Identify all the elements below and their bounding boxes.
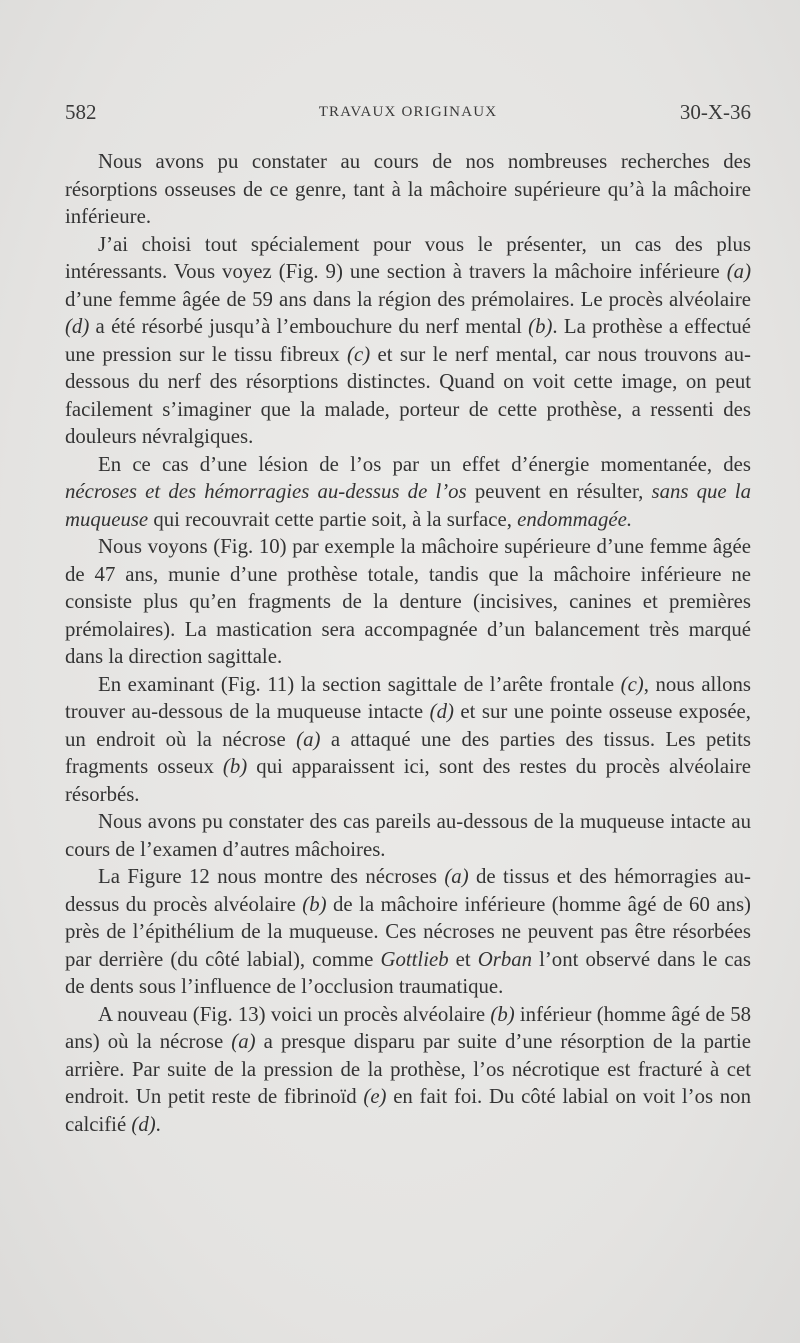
text-run: et sur une pointe osseuse exposée, un endroit où la nécrose: [65, 700, 751, 751]
text-run: a été résorbé jusqu’à l’embouchure du nerf mental: [89, 315, 529, 338]
paragraph: [65, 1001, 751, 1139]
text-run: et: [448, 947, 478, 971]
italic-run: (c): [347, 342, 371, 366]
text-run: qui recouvrait cette partie soit, à la surface,: [148, 507, 518, 531]
paragraph: [65, 808, 751, 863]
paragraph: [65, 231, 751, 451]
paragraph: [65, 671, 751, 809]
text-run: Nous avons pu constater des cas pareils au-dessous de la muqueuse intacte au cours de l’examen d’autres mâchoires.: [65, 810, 751, 861]
italic-run: Orban: [477, 947, 533, 971]
text-run: de la mâchoire inférieure (homme âgé de 60 ans) près de l’épithélium de la muqueuse. Ces nécroses ne peuvent pas être résorbées par derrière (du côté labial), comme: [65, 892, 751, 971]
issue-date: 30-X-36: [679, 100, 751, 124]
italic-run: sans que la muqueuse: [65, 480, 751, 531]
text-run: et sur le nerf mental, car nous trouvons au-dessous du nerf des résorptions distinctes. Quand on voit cette image, on peut facilement s’imaginer que la malade, porteur de cette prothèse, a ressenti des douleurs névralgiques.: [65, 342, 751, 448]
italic-run: (b): [528, 315, 553, 338]
italic-run: (c): [620, 672, 644, 696]
text-run: Nous avons pu constater au cours de nos nombreuses recherches des résorptions osseuses de ce genre, tant à la mâchoire supérieure qu’à la mâchoire inférieure.: [65, 150, 751, 228]
text-run: de tissus et des hémorragies au-dessus du procès alvéolaire: [65, 865, 751, 916]
text-run: En ce cas d’une lésion de l’os par un effet d’énergie momentanée, des: [98, 452, 751, 476]
italic-run: (e): [363, 1085, 387, 1108]
running-header: [65, 100, 751, 130]
text-run: d’une femme âgée de 59 ans dans la région des prémolaires. Le procès alvéolaire: [65, 287, 751, 311]
text-run: peuvent en résulter,: [466, 480, 652, 503]
italic-run: (a): [296, 727, 321, 751]
text-run: qui apparaissent ici, sont des restes du procès alvéolaire résorbés.: [65, 755, 751, 806]
page-number: 582: [65, 100, 97, 124]
paragraph: [65, 148, 751, 231]
italic-run: (d): [429, 700, 454, 723]
italic-run: Gottlieb: [380, 947, 449, 971]
text-run: A nouveau (Fig. 13) voici un procès alvéolaire: [98, 1002, 491, 1026]
italic-run: (a): [231, 1030, 256, 1053]
text-run: .: [155, 1112, 161, 1136]
italic-run: nécroses et des hémorragies au-dessus de l’os: [65, 480, 467, 503]
italic-run: (a): [726, 260, 751, 283]
text-run: a attaqué une des parties des tissus. Les petits fragments osseux: [65, 727, 751, 778]
italic-run: (d): [131, 1112, 156, 1136]
paragraph: [65, 451, 751, 534]
italic-run: (b): [222, 755, 248, 778]
text-run: Nous voyons (Fig. 10) par exemple la mâchoire supérieure d’une femme âgée de 47 ans, munie d’une prothèse totale, tandis que la mâchoire inférieure ne consiste plus qu’en fragments de la denture (incisives, canines et premières prémolaires). La mastication sera accompagnée d’un balancement très marqué dans la direction sagittale.: [65, 535, 751, 668]
italic-run: (d): [65, 315, 90, 338]
paragraph: [65, 863, 751, 1001]
italic-run: endommagée.: [517, 507, 633, 531]
italic-run: (a): [444, 865, 469, 888]
text-run: . La prothèse a effectué une pression sur le tissu fibreux: [65, 315, 751, 366]
paragraph: [65, 533, 751, 671]
article-body: [65, 148, 751, 1138]
text-run: La Figure 12 nous montre des nécroses: [98, 865, 445, 888]
text-run: a presque disparu par suite d’une résorption de la partie arrière. Par suite de la pression de la prothèse, l’os nécrotique est fracturé à cet endroit. Un petit reste de fibrinoïd: [65, 1030, 751, 1108]
italic-run: (b): [490, 1002, 515, 1026]
text-run: en fait foi. Du côté labial on voit l’os non calcifié: [65, 1085, 751, 1136]
text-run: l’ont observé dans le cas de dents sous l’influence de l’occlusion traumatique.: [65, 947, 751, 998]
text-run: J’ai choisi tout spécialement pour vous le présenter, un cas des plus intéressants. Vous voyez (Fig. 9) une section à travers la mâchoire inférieure: [65, 232, 751, 283]
text-run: inférieur (homme âgé de 58 ans) où la nécrose: [65, 1002, 751, 1053]
text-run: En examinant (Fig. 11) la section sagittale de l’arête frontale: [98, 672, 621, 696]
text-run: , nous allons trouver au-dessous de la muqueuse intacte: [65, 672, 751, 723]
italic-run: (b): [302, 892, 327, 916]
running-title: TRAVAUX ORIGINAUX: [318, 104, 498, 120]
